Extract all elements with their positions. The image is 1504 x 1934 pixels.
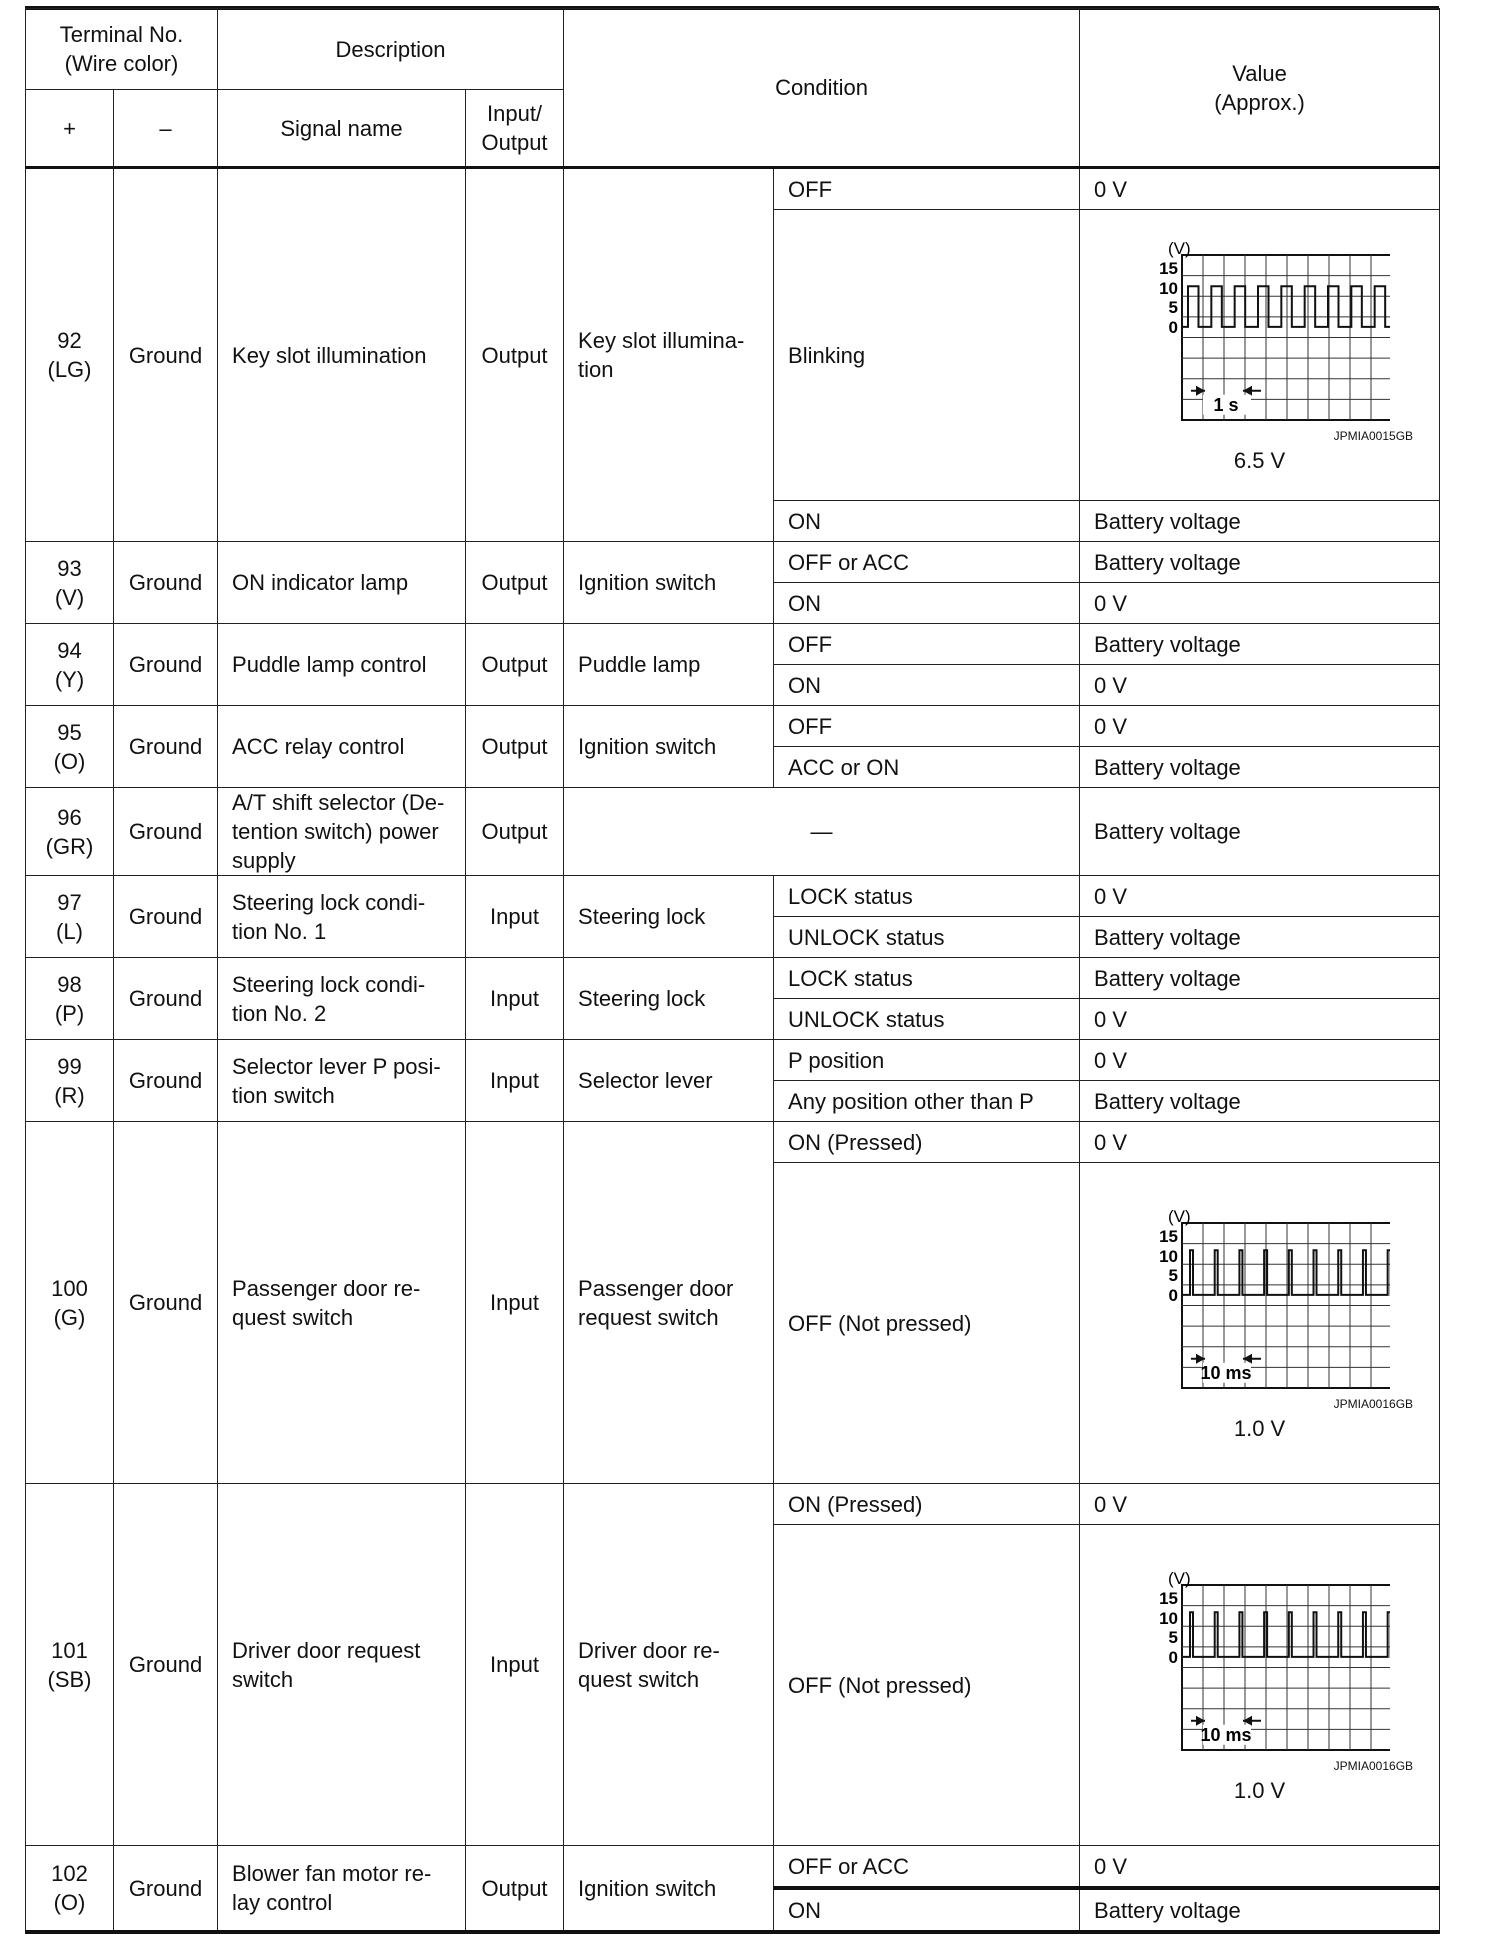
cell-signal-name: ON indicator lamp [218, 542, 466, 624]
cell-value: Battery voltage [1080, 1081, 1440, 1122]
cell-signal-name: Steering lock condi-tion No. 1 [218, 876, 466, 958]
wire-color: (O) [53, 1890, 86, 1915]
cell-value: Battery voltage [1080, 624, 1440, 665]
cell-signal-name: Puddle lamp control [218, 624, 466, 706]
cell-terminal [26, 788, 114, 876]
cell-io: Input [466, 1122, 564, 1484]
table-row [26, 788, 1440, 876]
cell-condition: Ignition switch [564, 542, 774, 624]
cell-state: Blinking [774, 210, 1080, 501]
cell-condition: Steering lock [564, 876, 774, 958]
header-value [1080, 9, 1440, 168]
waveform-signal [1182, 1250, 1390, 1295]
header-value-approx: (Approx.) [1214, 89, 1305, 115]
waveform-y-tick: 0 [1168, 1286, 1178, 1305]
cell-condition: Ignition switch [564, 1846, 774, 1933]
header-input-output [466, 90, 564, 168]
time-arrow-left-head [1196, 386, 1205, 396]
waveform-y-tick: 0 [1168, 318, 1178, 337]
header-io-line1: Input/ [487, 101, 543, 126]
terminal-number: 99 [57, 1053, 82, 1079]
waveform-code: JPMIA0016GB [1333, 1397, 1414, 1411]
waveform-time-scale: 10 ms [1200, 1362, 1252, 1383]
cell-state: OFF (Not pressed) [774, 1163, 1080, 1484]
cell-io: Input [466, 876, 564, 958]
waveform-signal [1182, 286, 1390, 327]
waveform-y-tick: 5 [1168, 1266, 1178, 1285]
table-row [26, 168, 1440, 210]
table-row [26, 958, 1440, 999]
terminal-number: 96 [57, 804, 82, 830]
waveform-time-scale: 1 s [1213, 394, 1239, 415]
cell-value-waveform [1080, 210, 1440, 501]
header-minus: – [114, 90, 218, 168]
wire-color: (L) [56, 918, 83, 944]
table-row [26, 1040, 1440, 1081]
cell-value: 0 V [1080, 1122, 1440, 1163]
cell-state: ON [774, 665, 1080, 706]
cell-state: ON [774, 583, 1080, 624]
header-condition: Condition [564, 9, 1080, 168]
table-row [26, 706, 1440, 747]
header-terminal [26, 9, 218, 90]
cell-value: Battery voltage [1080, 542, 1440, 583]
wire-color: (GR) [45, 833, 94, 859]
cell-signal-name: Key slot illumination [218, 168, 466, 542]
wire-color: (V) [54, 584, 85, 610]
cell-state: ON [774, 1888, 1080, 1932]
cell-value: 0 V [1080, 999, 1440, 1040]
cell-state: OFF [774, 624, 1080, 665]
cell-signal-name: Selector lever P posi-tion switch [218, 1040, 466, 1122]
wire-color: (G) [53, 1304, 86, 1330]
cell-minus: Ground [114, 1846, 218, 1933]
waveform-code: JPMIA0016GB [1333, 1759, 1414, 1773]
cell-state: OFF or ACC [774, 542, 1080, 583]
terminal-number: 101 [51, 1637, 88, 1663]
cell-value: 0 V [1080, 583, 1440, 624]
waveform-value: 1.0 V [1233, 1416, 1286, 1441]
table-row [26, 1846, 1440, 1889]
cell-value: Battery voltage [1080, 917, 1440, 958]
wire-color: (LG) [47, 357, 92, 382]
waveform-y-tick: 10 [1158, 279, 1178, 298]
table-row [26, 1122, 1440, 1163]
cell-value-waveform [1080, 1525, 1440, 1846]
cell-state: Any position other than P [774, 1081, 1080, 1122]
cell-state: ON [774, 501, 1080, 542]
cell-signal-name: Steering lock condi-tion No. 2 [218, 958, 466, 1040]
terminal-number: 102 [51, 1861, 88, 1886]
time-arrow-right-head [1243, 386, 1252, 396]
waveform-y-tick: 5 [1168, 298, 1178, 317]
cell-state: LOCK status [774, 876, 1080, 917]
cell-terminal [26, 958, 114, 1040]
terminal-number: 95 [57, 719, 82, 745]
cell-condition: Key slot illumina-tion [564, 168, 774, 542]
waveform-value: 6.5 V [1233, 448, 1286, 473]
cell-minus: Ground [114, 706, 218, 788]
waveform-signal [1182, 1612, 1390, 1657]
cell-io: Output [466, 168, 564, 542]
terminal-number: 100 [51, 1275, 88, 1301]
header-plus: + [26, 90, 114, 168]
terminal-number: 94 [57, 637, 82, 663]
cell-io: Output [466, 542, 564, 624]
cell-minus: Ground [114, 624, 218, 706]
wire-color: (R) [54, 1082, 85, 1108]
cell-signal-name: Blower fan motor re-lay control [218, 1846, 466, 1933]
waveform-chart [1130, 1205, 1390, 1395]
cell-minus: Ground [114, 958, 218, 1040]
cell-terminal [26, 542, 114, 624]
cell-condition: Ignition switch [564, 706, 774, 788]
waveform-code: JPMIA0015GB [1333, 429, 1414, 443]
cell-terminal [26, 876, 114, 958]
cell-terminal [26, 706, 114, 788]
terminal-table [25, 8, 1440, 1934]
wire-color: (Y) [54, 666, 85, 692]
cell-condition: Puddle lamp [564, 624, 774, 706]
cell-value: Battery voltage [1080, 501, 1440, 542]
cell-state: ACC or ON [774, 747, 1080, 788]
cell-value-waveform [1080, 1163, 1440, 1484]
waveform-chart [1130, 237, 1390, 427]
cell-state: OFF [774, 168, 1080, 210]
cell-state: OFF [774, 706, 1080, 747]
table-row [26, 876, 1440, 917]
cell-io: Output [466, 788, 564, 876]
table-row [26, 624, 1440, 665]
cell-value: Battery voltage [1080, 747, 1440, 788]
cell-state: OFF (Not pressed) [774, 1525, 1080, 1846]
cell-io: Output [466, 706, 564, 788]
cell-condition: Selector lever [564, 1040, 774, 1122]
wire-color: (SB) [47, 1666, 92, 1692]
cell-value: 0 V [1080, 1040, 1440, 1081]
cell-state: OFF or ACC [774, 1846, 1080, 1889]
waveform-time-scale: 10 ms [1200, 1724, 1252, 1745]
cell-terminal [26, 1484, 114, 1846]
cell-value: 0 V [1080, 1484, 1440, 1525]
terminal-number: 92 [57, 328, 82, 353]
cell-minus: Ground [114, 1484, 218, 1846]
cell-terminal [26, 1846, 114, 1933]
cell-io: Input [466, 1040, 564, 1122]
waveform-value: 1.0 V [1233, 1778, 1286, 1803]
cell-state: LOCK status [774, 958, 1080, 999]
cell-value: 0 V [1080, 168, 1440, 210]
cell-state: ON (Pressed) [774, 1484, 1080, 1525]
waveform-y-tick: 5 [1168, 1628, 1178, 1647]
header-io-line2: Output [481, 130, 548, 155]
cell-condition: Steering lock [564, 958, 774, 1040]
header-description: Description [218, 9, 564, 90]
cell-value: 0 V [1080, 665, 1440, 706]
cell-value: Battery voltage [1080, 1888, 1440, 1932]
cell-io: Input [466, 1484, 564, 1846]
waveform-y-tick: 15 [1158, 259, 1178, 278]
cell-state: UNLOCK status [774, 999, 1080, 1040]
cell-signal-name: Driver door request switch [218, 1484, 466, 1846]
cell-io: Input [466, 958, 564, 1040]
terminal-number: 97 [57, 889, 82, 915]
cell-state: P position [774, 1040, 1080, 1081]
wire-color: (O) [53, 748, 86, 774]
cell-terminal [26, 624, 114, 706]
cell-io: Output [466, 624, 564, 706]
table-row [26, 1484, 1440, 1525]
terminal-number: 98 [57, 971, 82, 997]
waveform-y-tick: 0 [1168, 1648, 1178, 1667]
waveform-unit: (V) [1167, 1207, 1191, 1226]
cell-value: 0 V [1080, 876, 1440, 917]
waveform-chart [1130, 1567, 1390, 1757]
cell-condition: — [564, 788, 1080, 876]
cell-io: Output [466, 1846, 564, 1933]
waveform-y-tick: 10 [1158, 1247, 1178, 1266]
header-value-label: Value [1232, 60, 1287, 86]
header-signal-name: Signal name [218, 90, 466, 168]
cell-terminal [26, 1122, 114, 1484]
cell-minus: Ground [114, 1122, 218, 1484]
cell-minus: Ground [114, 542, 218, 624]
cell-terminal [26, 1040, 114, 1122]
cell-state: UNLOCK status [774, 917, 1080, 958]
cell-signal-name: A/T shift selector (De-tention switch) power supply [218, 788, 466, 876]
terminal-table-container [25, 8, 1439, 1934]
cell-minus: Ground [114, 168, 218, 542]
cell-value: Battery voltage [1080, 788, 1440, 876]
waveform-y-tick: 15 [1158, 1227, 1178, 1246]
cell-state: ON (Pressed) [774, 1122, 1080, 1163]
waveform-unit: (V) [1167, 239, 1191, 258]
cell-value: 0 V [1080, 706, 1440, 747]
header-terminal-no: Terminal No. [59, 22, 184, 47]
table-row [26, 542, 1440, 583]
wire-color: (P) [54, 1000, 85, 1026]
cell-signal-name: Passenger door re-quest switch [218, 1122, 466, 1484]
cell-condition: Passenger door request switch [564, 1122, 774, 1484]
cell-value: Battery voltage [1080, 958, 1440, 999]
cell-minus: Ground [114, 876, 218, 958]
waveform-unit: (V) [1167, 1569, 1191, 1588]
terminal-number: 93 [57, 555, 82, 581]
cell-minus: Ground [114, 788, 218, 876]
waveform-y-tick: 10 [1158, 1609, 1178, 1628]
cell-minus: Ground [114, 1040, 218, 1122]
waveform-y-tick: 15 [1158, 1589, 1178, 1608]
header-wire-color: (Wire color) [64, 51, 179, 76]
cell-terminal [26, 168, 114, 542]
cell-signal-name: ACC relay control [218, 706, 466, 788]
cell-condition: Driver door re-quest switch [564, 1484, 774, 1846]
table-body [26, 168, 1440, 1933]
cell-value: 0 V [1080, 1846, 1440, 1889]
